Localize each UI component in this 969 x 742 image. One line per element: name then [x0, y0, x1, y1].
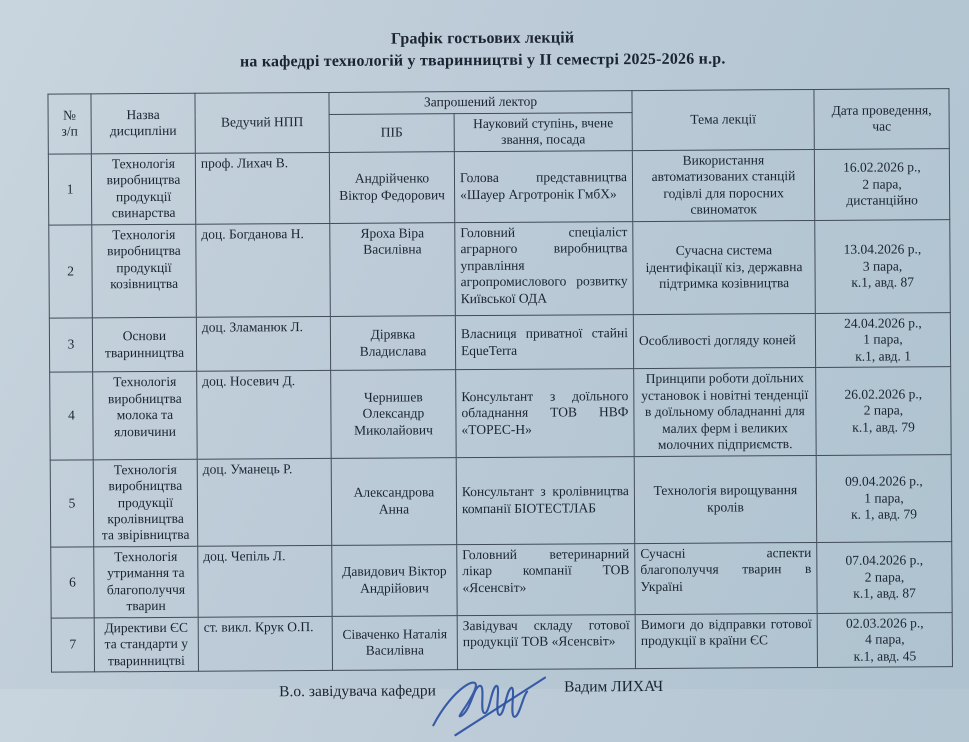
leading-npp: доц. Уманець Р.: [197, 458, 332, 546]
discipline: Основи тваринництва: [92, 317, 196, 372]
table-row: [49, 219, 951, 318]
lecturer-name: Чернишев Олександр Миколайович: [331, 370, 457, 458]
row-number: 2: [49, 225, 93, 318]
lecture-date: 07.04.2026 р., 2 пара, к.1, авд. 87: [817, 542, 952, 614]
row-number: 7: [51, 618, 94, 673]
leading-npp: доц. Зламанюк Л.: [196, 316, 330, 371]
col-header-number: № з/п: [48, 94, 91, 154]
discipline: Директиви ЄС та стандарти у тваринництві: [94, 617, 198, 672]
discipline: Технологія виробництва продукції козівництва: [92, 224, 197, 318]
lecturer-name: Андрійченко Віктор Федорович: [329, 152, 454, 224]
lecturer-name: Александрова Анна: [331, 457, 457, 545]
lecturer-position: Голова представництва «Шауер Агротронік ГмбХ»: [454, 151, 632, 223]
table-row: [50, 454, 952, 547]
page-title: Графік гостьових лекцій: [390, 29, 575, 48]
lecturer-position: Консультант з доїльного обладнання ТОВ НВФ «ТОРЕС-Н»: [456, 369, 635, 457]
lecturer-position: Завідувач складу готової продукції ТОВ «Ясенсвіт»: [457, 614, 635, 669]
lecture-date: 09.04.2026 р., 1 пара, к. 1, авд. 79: [816, 454, 952, 542]
signature-block: [2, 676, 969, 742]
signer-name: Вадим ЛИХАЧ: [564, 678, 664, 696]
lecture-topic: Технологія вирощування кролів: [634, 455, 817, 543]
lecturer-name: Дірявка Владислава: [330, 315, 455, 370]
leading-npp: доц. Носевич Д.: [197, 371, 332, 459]
lecturer-name: Сіваченко Наталія Василівна: [332, 615, 457, 670]
lecturer-name: Давидович Віктор Андрійович: [332, 545, 457, 617]
table-row: [48, 149, 949, 225]
document-header: [0, 0, 967, 73]
col-header-date: Дата проведення, час: [814, 89, 949, 150]
lecturer-position: Власниця приватної стайні EqueTerra: [455, 314, 633, 369]
leading-npp: проф. Лихач В.: [195, 152, 329, 224]
leading-npp: ст. викл. Крук О.П.: [198, 616, 332, 671]
lecturer-position: Консультант з кролівництва компанії БІОТЕСТЛАБ: [456, 456, 635, 544]
row-number: 3: [49, 318, 92, 373]
row-number: 6: [51, 547, 94, 618]
col-header-discipline: Назва дисципліни: [91, 93, 195, 154]
discipline: Технологія виробництва продукції кролівництва та звірівництва: [93, 459, 198, 547]
table-row: [50, 367, 952, 460]
leading-npp: доц. Чепіль Л.: [198, 545, 332, 617]
col-header-degree: Науковий ступінь, вчене звання, посада: [454, 113, 632, 152]
lecture-topic: Особливості догляду коней: [633, 313, 815, 369]
discipline: Технологія виробництва продукції свинарства: [91, 153, 195, 225]
lecturer-position: Головний спеціаліст аграрного виробництва управління агропромислового розвитку Київської ОДА: [455, 221, 634, 315]
page-subtitle: на кафедрі технологій у тваринництві у ІІ семестрі 2025-2026 н.р.: [239, 50, 726, 71]
lecturer-position: Головний ветеринарний лікар компанії ТОВ «Ясенсвіт»: [457, 543, 635, 615]
table-row: [51, 612, 952, 672]
handwritten-signature: [427, 671, 577, 740]
signer-role-label: В.о. завідувача кафедри: [279, 682, 436, 701]
discipline: Технологія виробництва молока та яловичини: [93, 371, 198, 459]
row-number: 1: [48, 154, 91, 225]
lecture-date: 13.04.2026 р., 3 пара, к.1, авд. 87: [815, 219, 951, 313]
lecture-topic: Використання автоматизованих станцій годівлі для поросних свиноматок: [632, 149, 814, 221]
lecturer-name: Яроха Віра Василівна: [330, 222, 456, 316]
row-number: 4: [50, 372, 94, 460]
lecture-topic: Сучасні аспекти благополуччя тварин в Україні: [635, 542, 817, 614]
lecture-topic: Принципи роботи доїльних установок і новітні тенденції в доїльному обладнанні для малих ферм і великих молочних підприємств.: [634, 368, 817, 456]
lecture-date: 26.02.2026 р., 2 пара, к.1, авд. 79: [816, 367, 952, 455]
row-number: 5: [50, 459, 94, 547]
table-row: [49, 312, 950, 372]
lecture-topic: Вимоги до відправки готової продукції в країни ЄС: [635, 613, 817, 669]
discipline: Технологія утримання та благополуччя тварин: [94, 546, 198, 618]
col-header-invited-lecturer: Запрошений лектор: [329, 91, 632, 115]
table-row: [51, 542, 952, 618]
col-header-topic: Тема лекції: [632, 89, 814, 150]
lectures-schedule-table: [47, 88, 953, 673]
lecture-date: 24.04.2026 р., 1 пара, к.1, авд. 1: [815, 312, 950, 367]
lecture-topic: Сучасна система ідентифікації кіз, державна підтримка козівництва: [633, 220, 816, 314]
col-header-npp: Ведучий НПП: [195, 92, 329, 153]
col-header-pib: ПІБ: [329, 114, 454, 153]
leading-npp: доц. Богданова Н.: [196, 223, 331, 317]
lecture-date: 16.02.2026 р., 2 пара, дистанційно: [814, 149, 949, 221]
lecture-date: 02.03.2026 р., 4 пара, к.1, авд. 45: [817, 612, 952, 667]
